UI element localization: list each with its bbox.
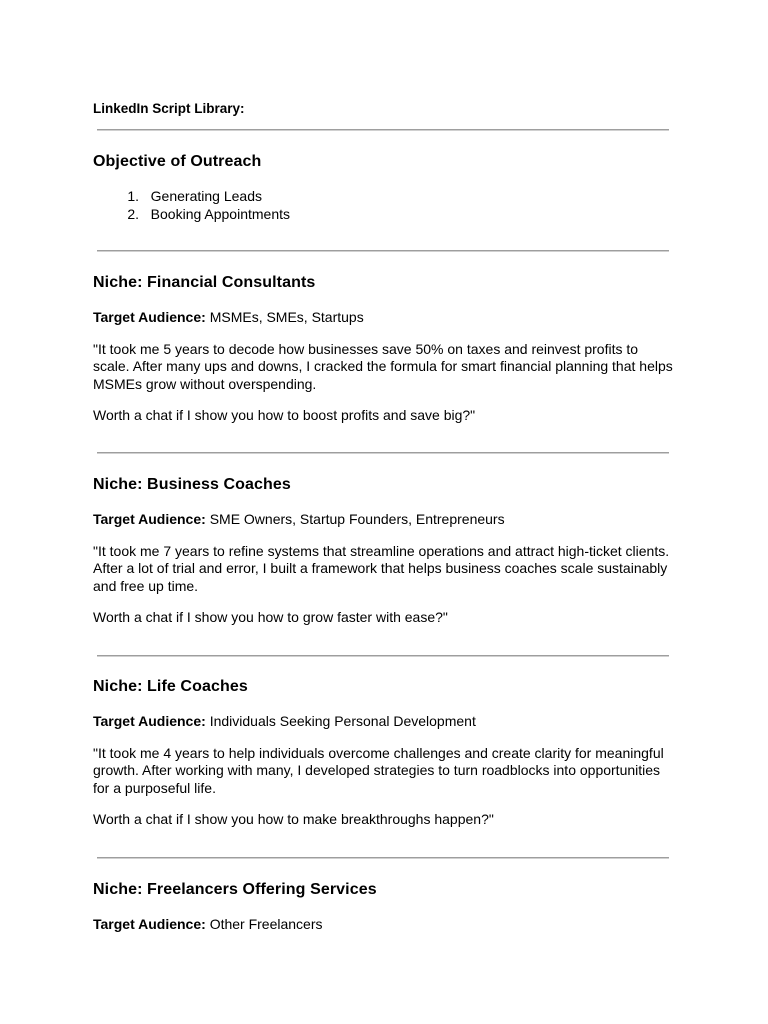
target-audience-label: Target Audience: xyxy=(93,511,206,527)
niche-section-life-coaches xyxy=(93,713,673,829)
script-closing: Worth a chat if I show you how to boost profits and save big?" xyxy=(93,407,476,423)
target-audience-value: MSMEs, SMEs, Startups xyxy=(209,309,364,325)
niche-section-business-coaches xyxy=(93,511,673,627)
objective-heading: Objective of Outreach xyxy=(93,153,262,170)
objective-item xyxy=(93,205,290,223)
script-closing: Worth a chat if I show you how to make breakthroughs happen?" xyxy=(93,811,494,827)
horizontal-rule xyxy=(97,452,669,454)
niche-heading-financial-consultants: Niche: Financial Consultants xyxy=(93,274,316,291)
niche-section-freelancers xyxy=(93,916,673,934)
objective-item-text: Generating Leads xyxy=(150,188,262,204)
target-audience xyxy=(93,309,673,327)
horizontal-rule xyxy=(97,655,669,657)
script-closing: Worth a chat if I show you how to grow faster with ease?" xyxy=(93,609,448,625)
horizontal-rule xyxy=(97,129,669,131)
objective-item xyxy=(93,187,290,205)
list-number: 2. xyxy=(127,206,139,222)
target-audience-value: SME Owners, Startup Founders, Entrepreneurs xyxy=(209,511,505,527)
target-audience-value: Other Freelancers xyxy=(209,916,323,932)
target-audience-label: Target Audience: xyxy=(93,309,206,325)
target-audience xyxy=(93,713,673,731)
script-text: "It took me 7 years to refine systems that streamline operations and attract high-ticket clients. After a lot of trial and error, I built a framework that helps business coaches scale sustainably and free up time. xyxy=(93,542,670,594)
document-title: LinkedIn Script Library: xyxy=(93,101,245,116)
target-audience xyxy=(93,511,673,529)
horizontal-rule xyxy=(97,250,669,252)
target-audience-label: Target Audience: xyxy=(93,916,206,932)
niche-heading-life-coaches: Niche: Life Coaches xyxy=(93,678,248,695)
target-audience-value: Individuals Seeking Personal Development xyxy=(209,713,476,729)
objective-item-text: Booking Appointments xyxy=(150,206,290,222)
niche-heading-business-coaches: Niche: Business Coaches xyxy=(93,476,291,493)
target-audience-label: Target Audience: xyxy=(93,713,206,729)
niche-section-financial-consultants xyxy=(93,309,673,425)
objective-list xyxy=(93,187,290,223)
niche-heading-freelancers: Niche: Freelancers Offering Services xyxy=(93,881,377,898)
script-text: "It took me 4 years to help individuals overcome challenges and create clarity for meaningful growth. After working with many, I developed strategies to turn roadblocks into opportunities for a purposeful life. xyxy=(93,744,664,796)
list-number: 1. xyxy=(127,188,139,204)
horizontal-rule xyxy=(97,857,669,859)
script-text: "It took me 5 years to decode how businesses save 50% on taxes and reinvest profits to scale. After many ups and downs, I cracked the formula for smart financial planning that helps MSMEs grow without overspending. xyxy=(93,340,673,392)
target-audience xyxy=(93,916,673,934)
